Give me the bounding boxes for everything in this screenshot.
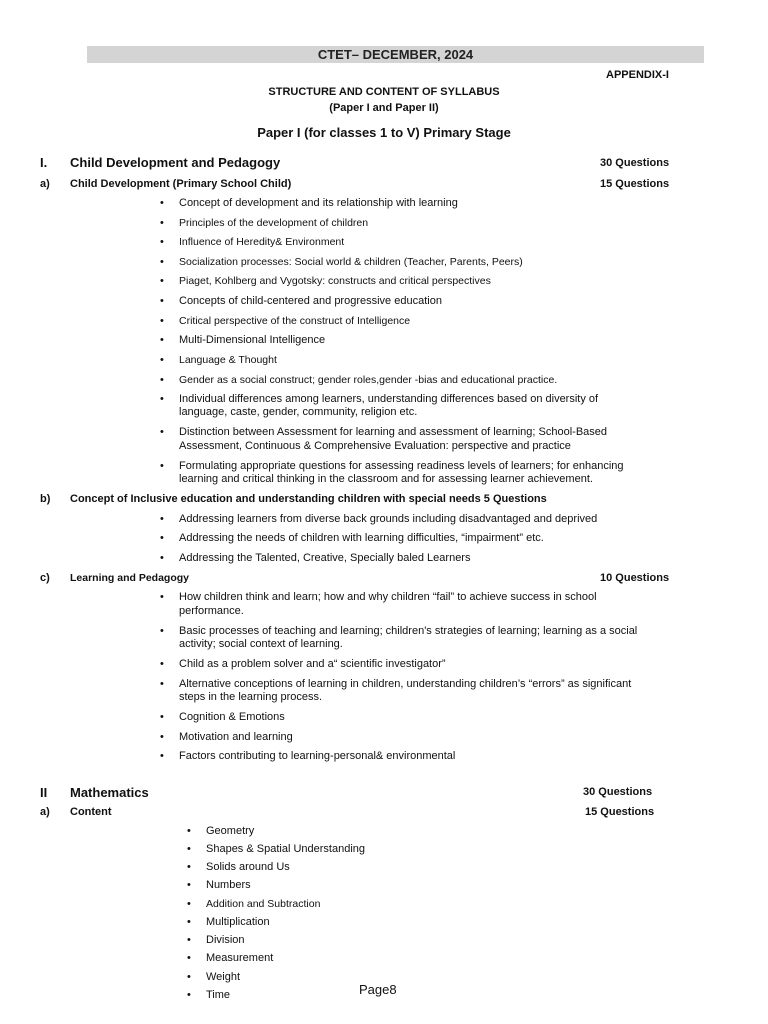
list-item: Principles of the development of children — [179, 217, 369, 229]
subsection-title: Concept of Inclusive education and understanding children with special needs 5 Questions — [70, 493, 547, 505]
bullet-icon: • — [160, 315, 164, 327]
list-item: Alternative conceptions of learning in children, understanding children’s “errors” as significant — [179, 678, 632, 690]
subsection-title: Child Development (Primary School Child) — [70, 178, 292, 190]
syllabus-subtitle: (Paper I and Paper II) — [329, 102, 439, 114]
page-number: Page8 — [359, 982, 397, 997]
subsection-questions: 10 Questions — [600, 572, 670, 584]
list-item: Basic processes of teaching and learning; children's strategies of learning; learning as a social — [179, 625, 638, 637]
subsection-label: b) — [40, 493, 51, 505]
exam-banner: CTET– DECEMBER, 2024 — [87, 46, 704, 63]
bullet-icon: • — [187, 971, 191, 983]
bullet-icon: • — [160, 295, 164, 307]
list-item: Language & Thought — [179, 354, 277, 366]
list-item-continuation: Assessment, Continuous & Comprehensive Evaluation: perspective and practice — [179, 440, 571, 452]
section-number: I. — [40, 155, 48, 170]
subsection-label: a) — [40, 178, 50, 190]
bullet-icon: • — [160, 731, 164, 743]
appendix-label: APPENDIX-I — [606, 69, 669, 81]
list-item: Critical perspective of the construct of Intelligence — [179, 315, 411, 327]
paper-title: Paper I (for classes 1 to V) Primary Stage — [257, 125, 511, 140]
list-item: Multiplication — [206, 916, 270, 928]
list-item: Child as a problem solver and a“ scientific investigator” — [179, 658, 446, 670]
section-number: II — [40, 785, 48, 800]
list-item: Gender as a social construct; gender roles,gender -bias and educational practice. — [179, 374, 558, 386]
bullet-icon: • — [160, 374, 164, 386]
bullet-icon: • — [160, 658, 164, 670]
list-item: Formulating appropriate questions for assessing readiness levels of learners; for enhancing — [179, 460, 624, 472]
bullet-icon: • — [160, 354, 164, 366]
list-item: Measurement — [206, 952, 274, 964]
bullet-icon: • — [160, 334, 164, 346]
bullet-icon: • — [187, 861, 191, 873]
list-item-continuation: activity; social context of learning. — [179, 638, 343, 650]
list-item: Individual differences among learners, understanding differences based on diversity of — [179, 393, 599, 405]
bullet-icon: • — [160, 513, 164, 525]
bullet-icon: • — [187, 952, 191, 964]
list-item: Division — [206, 934, 245, 946]
section-questions: 30 Questions — [600, 157, 670, 169]
bullet-icon: • — [160, 625, 164, 637]
list-item: Addressing the Talented, Creative, Specially baled Learners — [179, 552, 471, 564]
section-title: Child Development and Pedagogy — [70, 155, 281, 170]
list-item: Piaget, Kohlberg and Vygotsky: constructs and critical perspectives — [179, 275, 491, 287]
list-item-continuation: learning and critical thinking in the classroom and for assessing learner achievement. — [179, 473, 593, 485]
subsection-questions: 15 Questions — [600, 178, 670, 190]
list-item-continuation: performance. — [179, 605, 244, 617]
bullet-icon: • — [160, 532, 164, 544]
bullet-icon: • — [160, 197, 164, 209]
list-item: Concepts of child-centered and progressive education — [179, 295, 442, 307]
list-item: Solids around Us — [206, 861, 290, 873]
bullet-icon: • — [160, 552, 164, 564]
bullet-icon: • — [187, 934, 191, 946]
bullet-icon: • — [160, 591, 164, 603]
list-item-continuation: language, caste, gender, community, religion etc. — [179, 406, 418, 418]
section-questions: 30 Questions — [583, 786, 653, 798]
list-item: Cognition & Emotions — [179, 711, 285, 723]
list-item: Weight — [206, 971, 241, 983]
bullet-icon: • — [160, 460, 164, 472]
list-item: Addition and Subtraction — [206, 898, 321, 910]
list-item: Shapes & Spatial Understanding — [206, 843, 365, 855]
list-item: Addressing learners from diverse back grounds including disadvantaged and deprived — [179, 513, 598, 525]
list-item: How children think and learn; how and why children “fail” to achieve success in school — [179, 591, 597, 603]
list-item-continuation: steps in the learning process. — [179, 691, 323, 703]
list-item: Addressing the needs of children with learning difficulties, “impairment” etc. — [179, 532, 544, 544]
bullet-icon: • — [187, 989, 191, 1001]
bullet-icon: • — [160, 256, 164, 268]
bullet-icon: • — [187, 843, 191, 855]
list-item: Influence of Heredity& Environment — [179, 236, 345, 248]
list-item: Concept of development and its relationship with learning — [179, 197, 458, 209]
list-item: Distinction between Assessment for learning and assessment of learning; School-Based — [179, 426, 608, 438]
subsection-questions: 15 Questions — [585, 806, 655, 818]
subsection-title: Content — [70, 806, 112, 818]
bullet-icon: • — [160, 678, 164, 690]
subsection-label: c) — [40, 572, 50, 584]
bullet-icon: • — [160, 393, 164, 405]
bullet-icon: • — [160, 711, 164, 723]
list-item: Time — [206, 989, 231, 1001]
list-item: Motivation and learning — [179, 731, 293, 743]
list-item: Socialization processes: Social world & children (Teacher, Parents, Peers) — [179, 256, 523, 268]
list-item: Multi-Dimensional Intelligence — [179, 334, 326, 346]
bullet-icon: • — [160, 217, 164, 229]
bullet-icon: • — [160, 426, 164, 438]
subsection-label: a) — [40, 806, 50, 818]
bullet-icon: • — [160, 236, 164, 248]
bullet-icon: • — [160, 750, 164, 762]
bullet-icon: • — [160, 275, 164, 287]
bullet-icon: • — [187, 898, 191, 910]
list-item: Geometry — [206, 825, 255, 837]
list-item: Numbers — [206, 879, 251, 891]
subsection-title: Learning and Pedagogy — [70, 572, 190, 584]
section-title: Mathematics — [70, 785, 149, 800]
bullet-icon: • — [187, 879, 191, 891]
syllabus-title: STRUCTURE AND CONTENT OF SYLLABUS — [268, 86, 500, 98]
list-item: Factors contributing to learning-personal& environmental — [179, 750, 456, 762]
bullet-icon: • — [187, 825, 191, 837]
bullet-icon: • — [187, 916, 191, 928]
